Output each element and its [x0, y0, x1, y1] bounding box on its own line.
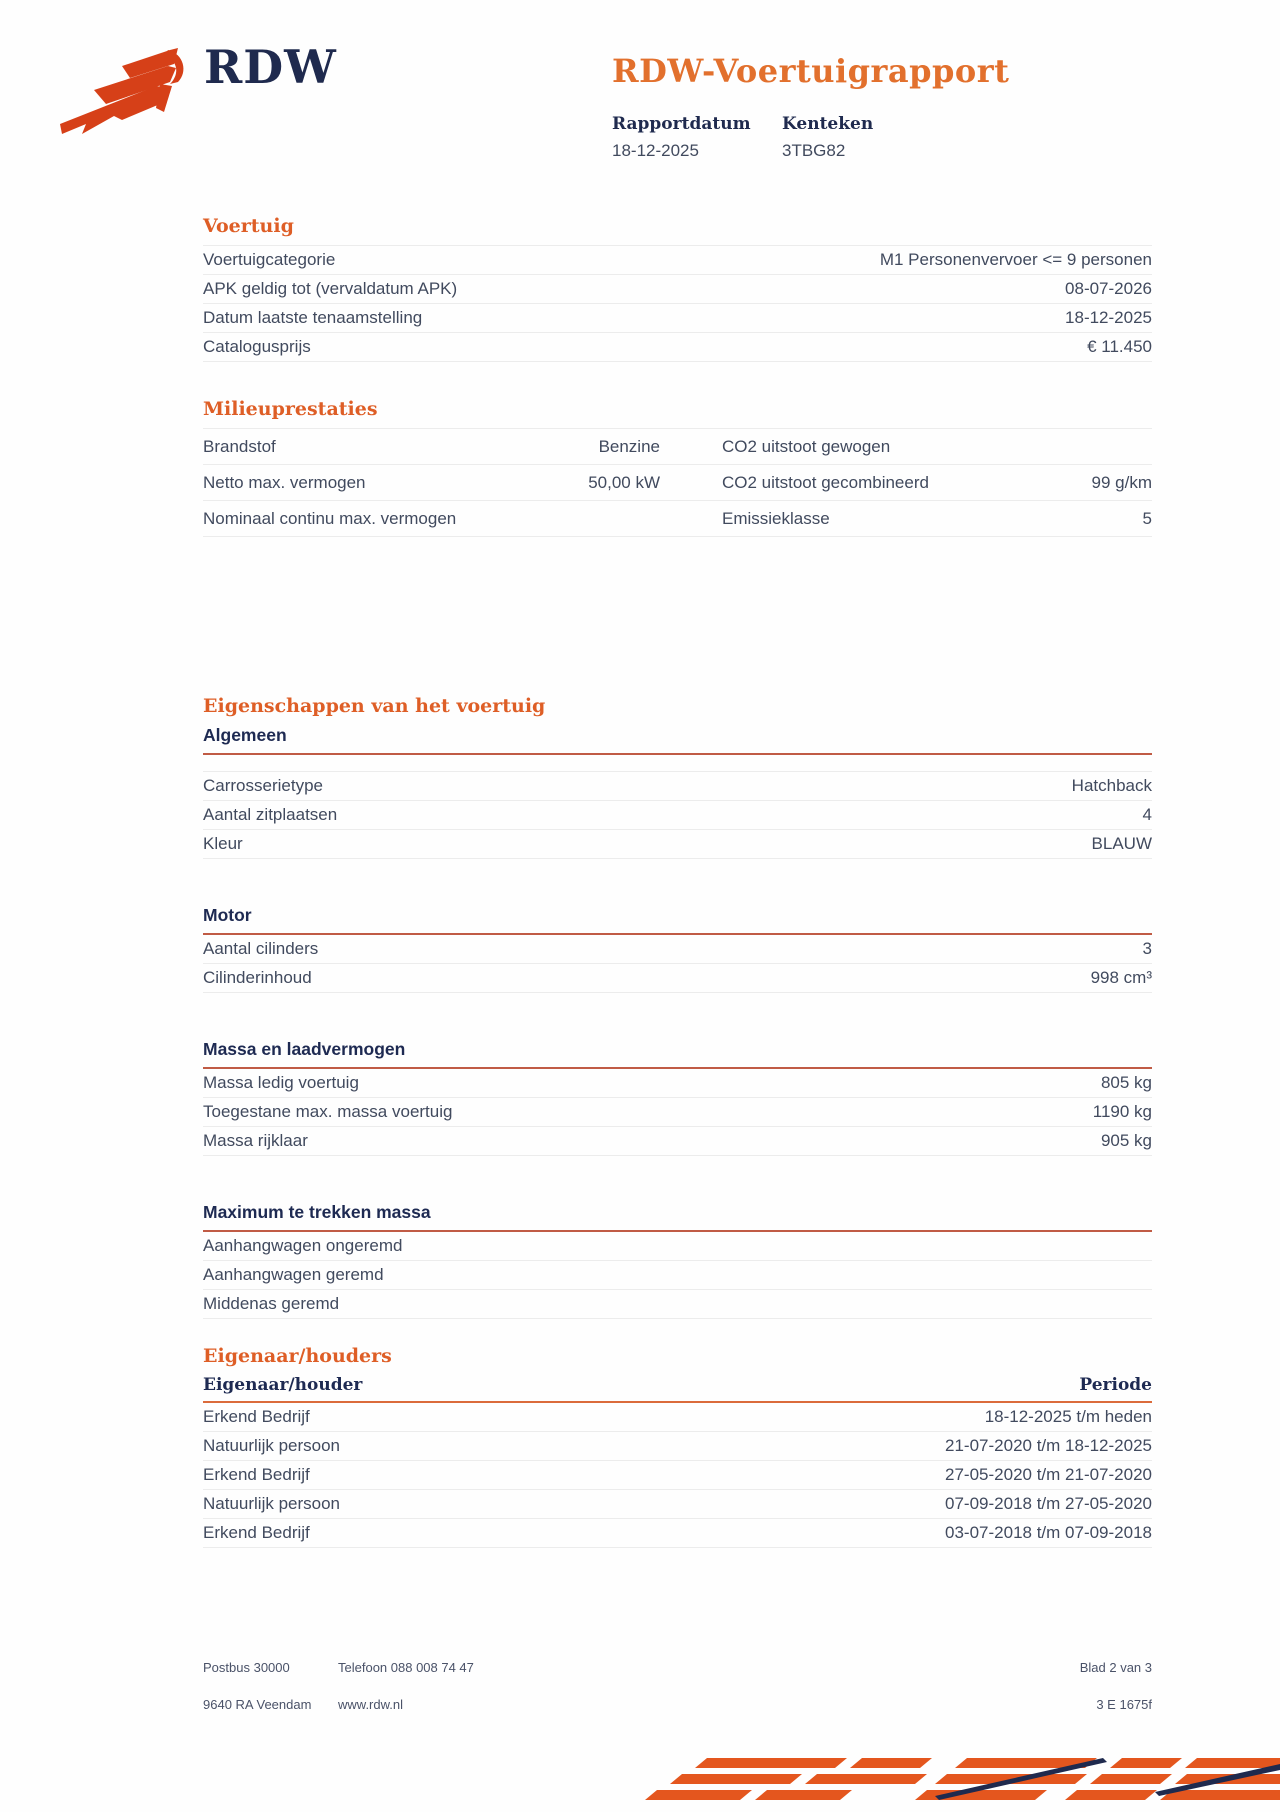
license-plate-value: 3TBG82 — [782, 141, 846, 160]
row-value: 4 — [1142, 805, 1152, 824]
owner-table-header — [203, 1375, 1152, 1403]
voertuig-table — [203, 245, 1152, 362]
subsection-algemeen — [203, 725, 1152, 859]
row-label: Catalogusprijs — [203, 337, 311, 356]
license-plate-label: Kenteken — [782, 114, 874, 134]
row-label: Brandstof — [203, 436, 276, 456]
owner-column-header: Eigenaar/houder — [203, 1375, 363, 1395]
speed-stripes-graphic — [635, 1754, 1280, 1812]
row-label: Kleur — [203, 834, 243, 853]
page-footer — [203, 1660, 1152, 1712]
motor-table — [203, 935, 1152, 993]
table-row — [203, 333, 1152, 362]
table-row — [203, 1232, 1152, 1261]
table-row — [203, 1261, 1152, 1290]
row-value: M1 Personenvervoer <= 9 personen — [879, 250, 1152, 269]
table-row — [203, 771, 1152, 801]
row-value: 18-12-2025 — [1065, 308, 1152, 327]
row-label: CO2 uitstoot gecombineerd — [722, 472, 929, 492]
subsection-title: Massa en laadvermogen — [203, 1039, 1152, 1069]
report-meta — [612, 114, 1172, 161]
table-row — [203, 1461, 1152, 1490]
milieu-table — [203, 428, 1152, 537]
table-row — [203, 246, 1152, 275]
row-label: Emissieklasse — [722, 508, 830, 528]
owner-period: 07-09-2018 t/m 27-05-2020 — [945, 1494, 1152, 1513]
footer-phone: Telefoon 088 008 74 47 — [338, 1660, 474, 1675]
massa-table — [203, 1069, 1152, 1156]
table-row — [203, 1403, 1152, 1432]
subsection-trekken-massa — [203, 1202, 1152, 1319]
row-value: € 11.450 — [1087, 337, 1152, 356]
page-indicator: Blad 2 van 3 — [1079, 1660, 1152, 1675]
owner-period: 21-07-2020 t/m 18-12-2025 — [945, 1436, 1152, 1455]
table-row — [203, 1069, 1152, 1098]
subsection-massa — [203, 1039, 1152, 1156]
report-date-value: 18-12-2025 — [612, 141, 699, 160]
table-row — [203, 830, 1152, 859]
row-value: Hatchback — [1071, 776, 1152, 795]
subsection-motor — [203, 905, 1152, 993]
table-row — [203, 1490, 1152, 1519]
row-value: 3 — [1142, 939, 1152, 958]
section-milieuprestaties — [203, 398, 1152, 537]
row-value: 905 kg — [1100, 1131, 1152, 1150]
row-label: APK geldig tot (vervaldatum APK) — [203, 279, 458, 298]
owner-table — [203, 1403, 1152, 1548]
subsection-title: Motor — [203, 905, 1152, 935]
owner-name: Natuurlijk persoon — [203, 1494, 341, 1513]
table-row — [203, 304, 1152, 333]
rdw-logo-text: RDW — [204, 40, 337, 94]
row-label: Datum laatste tenaamstelling — [203, 308, 423, 327]
report-date-label: Rapportdatum — [612, 114, 751, 134]
subsection-title: Maximum te trekken massa — [203, 1202, 1152, 1232]
footer-website: www.rdw.nl — [338, 1697, 404, 1712]
row-value: 1190 kg — [1092, 1102, 1152, 1121]
form-code: 3 E 1675f — [1096, 1697, 1152, 1712]
table-row — [203, 1519, 1152, 1548]
section-title-voertuig: Voertuig — [203, 215, 294, 237]
table-row — [203, 1432, 1152, 1461]
row-label: Aanhangwagen geremd — [203, 1265, 384, 1284]
row-label: Voertuigcategorie — [203, 250, 336, 269]
section-title-eigenaren: Eigenaar/houders — [203, 1345, 392, 1367]
footer-address-line2: 9640 RA Veendam — [203, 1697, 312, 1712]
owner-name: Erkend Bedrijf — [203, 1523, 310, 1542]
trekken-massa-table — [203, 1232, 1152, 1319]
row-value: 5 — [1142, 508, 1152, 528]
rdw-wing-icon — [52, 38, 190, 142]
row-value: 805 kg — [1100, 1073, 1152, 1092]
rdw-logo — [52, 38, 337, 142]
table-row — [203, 275, 1152, 304]
row-value: Benzine — [598, 436, 660, 456]
row-label: Massa rijklaar — [203, 1131, 308, 1150]
row-label: Aantal zitplaatsen — [203, 805, 338, 824]
subsection-title: Algemeen — [203, 725, 1152, 755]
row-label: Aantal cilinders — [203, 939, 319, 958]
row-label: Aanhangwagen ongeremd — [203, 1236, 403, 1255]
owner-period: 18-12-2025 t/m heden — [984, 1407, 1152, 1426]
table-row — [203, 964, 1152, 993]
owner-name: Erkend Bedrijf — [203, 1407, 310, 1426]
table-row — [203, 429, 1152, 465]
section-title-eigenschappen: Eigenschappen van het voertuig — [203, 695, 546, 717]
owner-name: Natuurlijk persoon — [203, 1436, 341, 1455]
table-row — [203, 1098, 1152, 1127]
row-label: CO2 uitstoot gewogen — [722, 436, 891, 456]
row-label: Toegestane max. massa voertuig — [203, 1102, 453, 1121]
section-eigenaren — [203, 1345, 1152, 1548]
row-label: Cilinderinhoud — [203, 968, 312, 987]
table-row — [203, 501, 1152, 537]
section-voertuig — [203, 215, 1152, 362]
row-label: Netto max. vermogen — [203, 472, 366, 492]
table-row — [203, 1290, 1152, 1319]
footer-address-line1: Postbus 30000 — [203, 1660, 290, 1675]
row-value: 99 g/km — [1091, 472, 1152, 492]
owner-period: 03-07-2018 t/m 07-09-2018 — [945, 1523, 1152, 1542]
row-value: 08-07-2026 — [1065, 279, 1152, 298]
row-value: 998 cm³ — [1090, 968, 1152, 987]
period-column-header: Periode — [1079, 1375, 1152, 1395]
row-label: Massa ledig voertuig — [203, 1073, 359, 1092]
table-row — [203, 935, 1152, 964]
page-title: RDW-Voertuigrapport — [612, 52, 1010, 90]
row-label: Carrosserietype — [203, 776, 323, 795]
algemeen-table — [203, 771, 1152, 859]
section-eigenschappen — [203, 695, 1152, 1319]
owner-period: 27-05-2020 t/m 21-07-2020 — [945, 1465, 1152, 1484]
owner-name: Erkend Bedrijf — [203, 1465, 310, 1484]
section-title-milieuprestaties: Milieuprestaties — [203, 398, 378, 420]
table-row — [203, 1127, 1152, 1156]
table-row — [203, 801, 1152, 830]
row-value: BLAUW — [1091, 834, 1152, 853]
row-value: 50,00 kW — [588, 472, 660, 492]
row-label: Nominaal continu max. vermogen — [203, 508, 457, 528]
table-row — [203, 465, 1152, 501]
row-label: Middenas geremd — [203, 1294, 340, 1313]
